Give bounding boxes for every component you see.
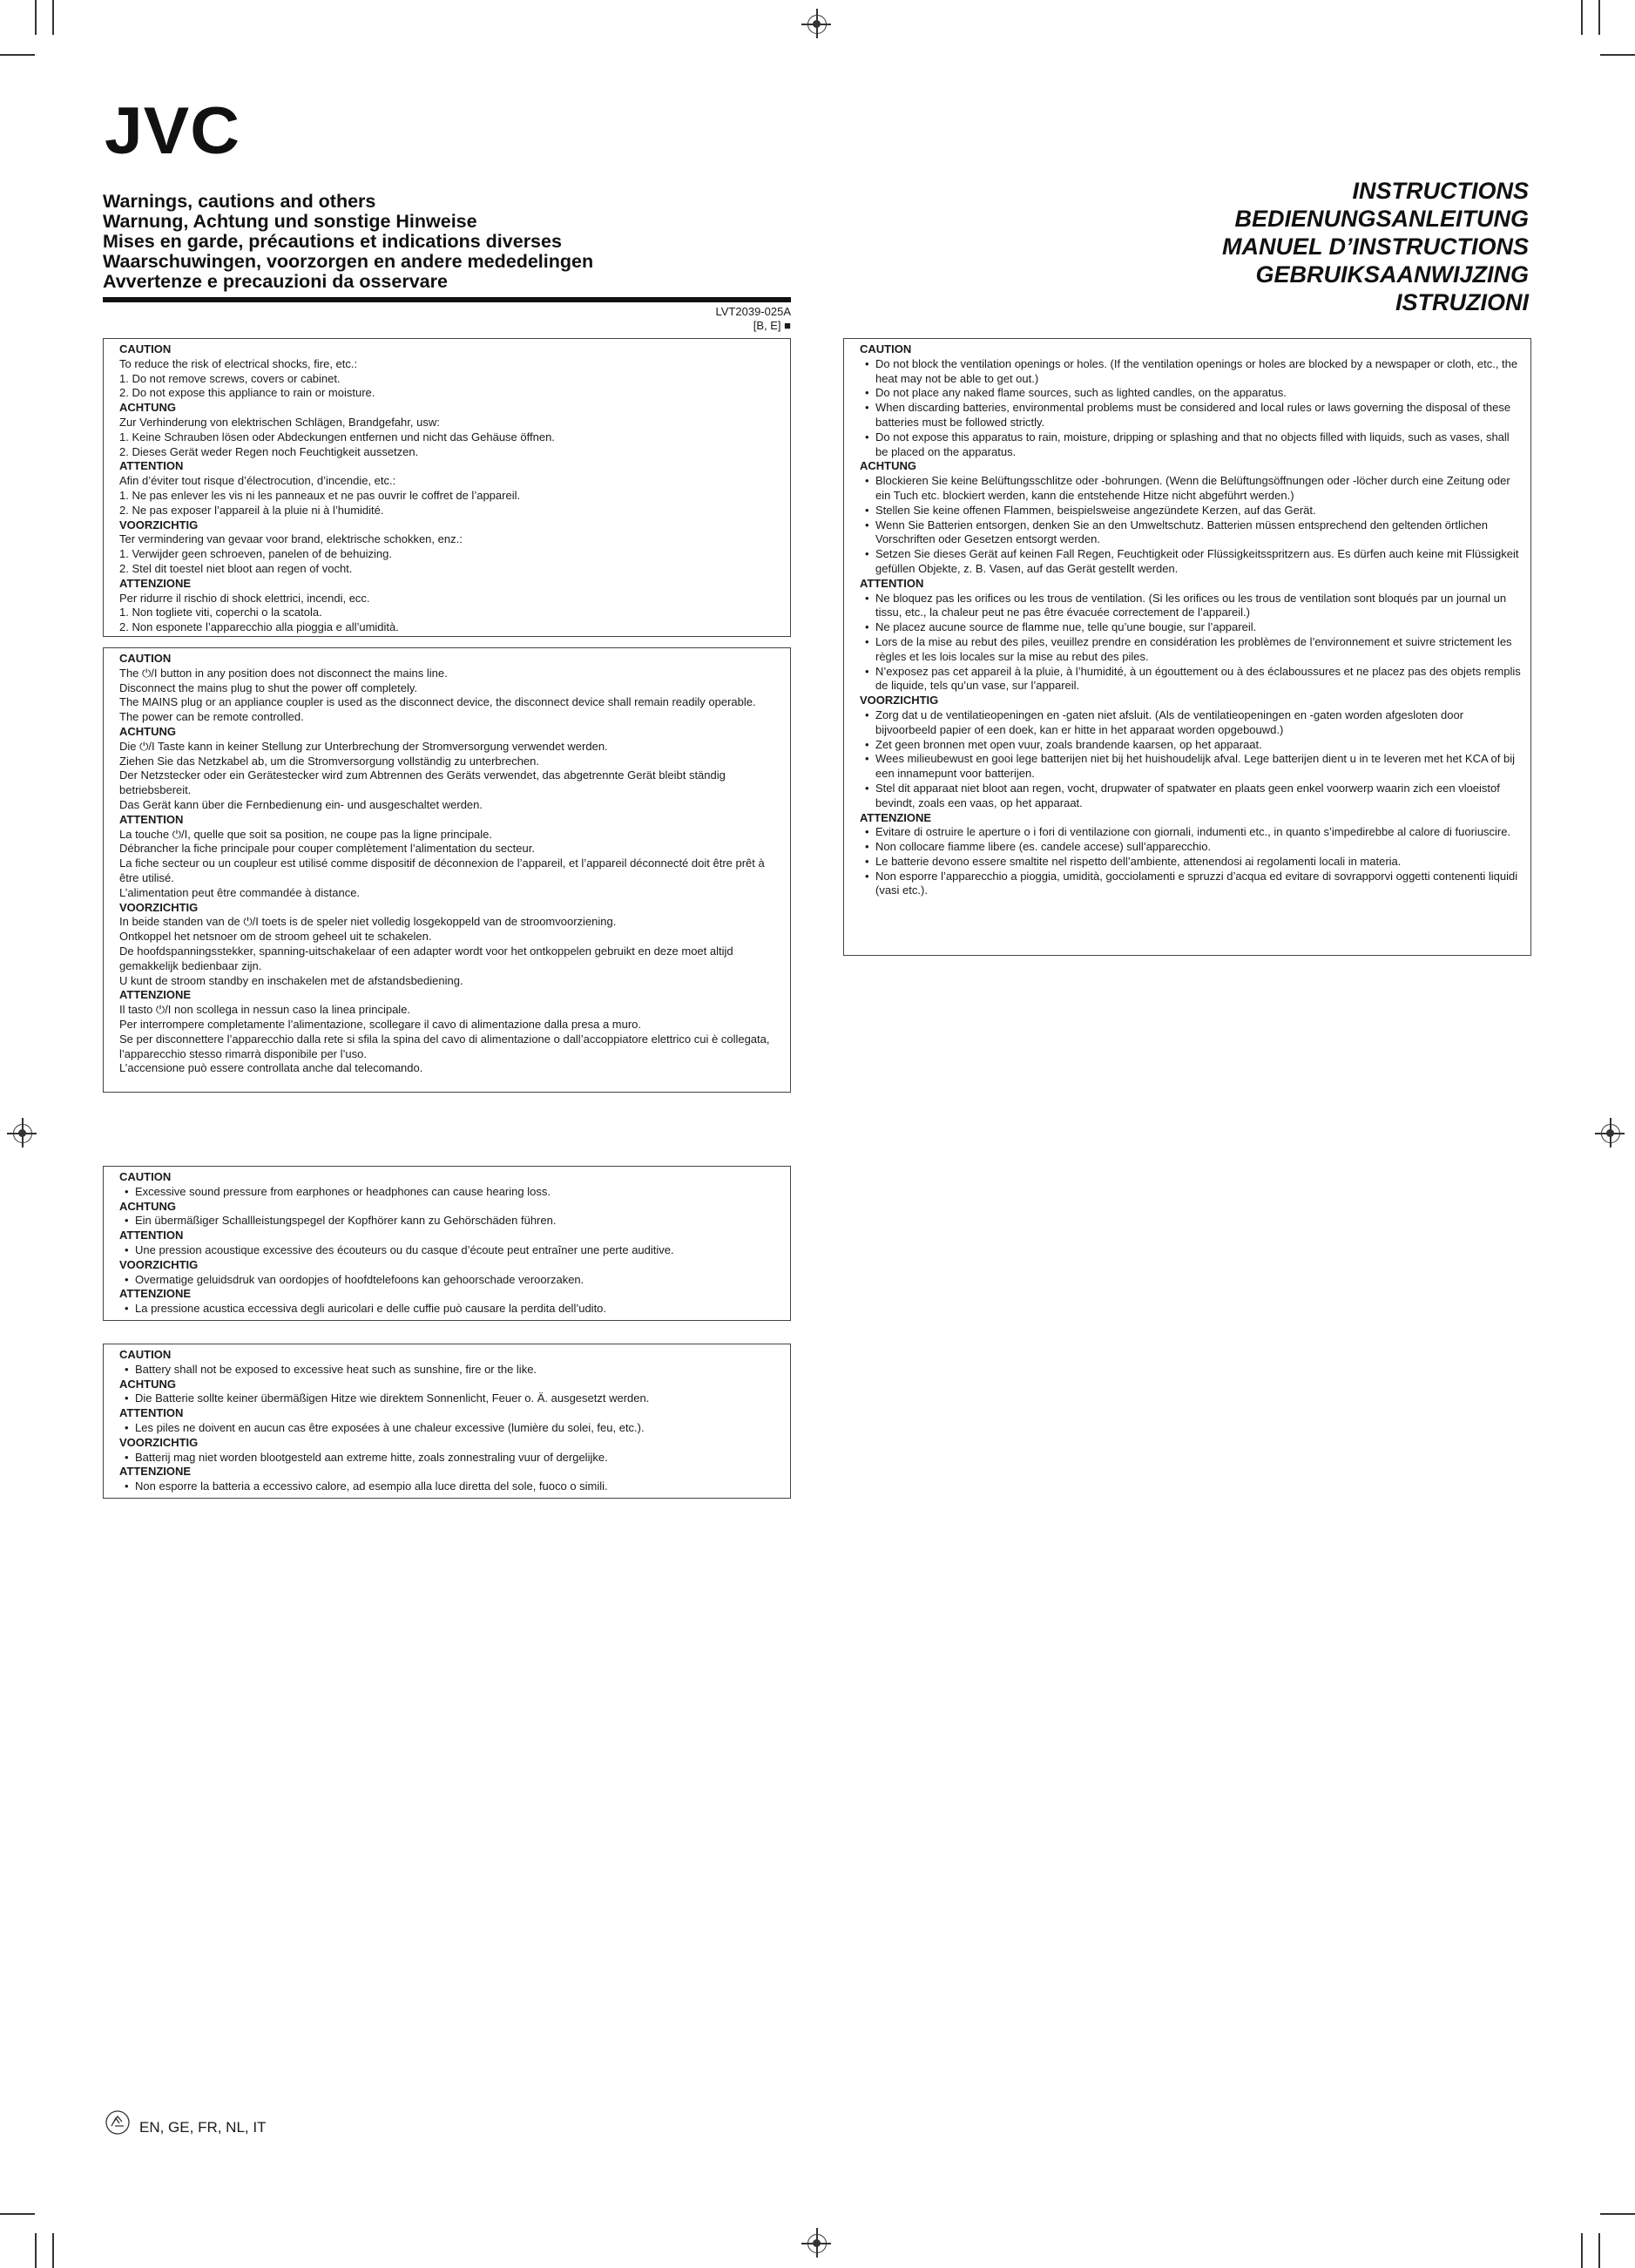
paragraph-line: To reduce the risk of electrical shocks, fire, etc.: [119,356,358,370]
crop-mark [1600,54,1635,56]
caution-box-power-button [103,647,791,1093]
paragraph-line: 2. Non esponete l’apparecchio alla pioggia e all’umidità. [119,620,399,634]
bullet-item: • Stellen Sie keine offenen Flammen, beispielsweise angezündete Kerzen, auf das Gerät. [860,504,1522,518]
bullet-item: • Evitare di ostruire le aperture o i fori di ventilazione con giornali, indumenti etc., in quanto s’impedirebbe al calore di fuoriuscire. [860,825,1522,840]
paragraph-line: The MAINS plug or an appliance coupler is used as the disconnect device, the disconnect device shall remain readily operable. [119,695,756,709]
footer-languages: EN, GE, FR, NL, IT [139,2119,267,2136]
registration-mark-icon [13,1124,32,1143]
section-heading: CAUTION [860,342,912,355]
paragraph-line: Il tasto ⏻/I non scollega in nessun caso la linea principale. [119,1003,411,1017]
crop-mark [0,2213,35,2215]
section-heading: ATTENTION [860,576,924,590]
section-heading: VOORZICHTIG [119,518,199,531]
recycle-paper-icon [105,2109,131,2136]
paragraph-line: Débrancher la fiche principale pour couper complètement l’alimentation du secteur. [119,842,535,856]
caution-box-battery-heat [103,1344,791,1499]
paragraph-line: De hoofdspanningsstekker, spanning-uitschakelaar of een adapter wordt voor het ontkoppelen gebruikt en deze moet altijd gemakkelijk bedienbaar zijn. [119,944,733,972]
crop-mark [1598,2233,1600,2268]
bullet-item: • Les piles ne doivent en aucun cas être exposées à une chaleur excessive (lumière du solei, feu, etc.). [119,1421,781,1436]
section-heading: ACHTUNG [119,401,176,415]
bullet-item: • Do not place any naked flame sources, such as lighted candles, on the apparatus. [860,386,1522,401]
paragraph-line: The power can be remote controlled. [119,710,304,724]
bullet-item: • Non esporre l’apparecchio a pioggia, umidità, gocciolamenti e spruzzi d’acqua ed evitare di sovrapporvi oggetti contenenti liquidi (vasi etc.). [860,870,1522,899]
section-heading: ACHTUNG [119,724,176,738]
bullet-item: • Overmatige geluidsdruk van oordopjes of hoofdtelefoons kan gehoorschade veroorzaken. [119,1273,781,1288]
crop-mark [0,54,35,56]
instructions-title: ISTRUZIONI [1395,289,1529,315]
paragraph-line: 1. Keine Schrauben lösen oder Abdeckungen entfernen und nicht das Gehäuse öffnen. [119,430,555,443]
section-heading: ACHTUNG [119,1377,176,1391]
section-heading: CAUTION [119,1348,172,1361]
paragraph-line: 2. Do not expose this appliance to rain or moisture. [119,386,375,400]
bullet-item: • Ne bloquez pas les orifices ou les trous de ventilation. (Si les orifices ou les trous de ventilation sont bloqués par un journal un tissu, etc., la chaleur peut ne pas être évacuée correctement de l’appareil.) [860,592,1522,621]
paragraph-line: 1. Non togliete viti, coperchi o la scatola. [119,606,322,619]
region-code: [B, E] ■ [753,319,791,332]
paragraph-line: 1. Ne pas enlever les vis ni les panneaux et ne pas ouvrir le coffret de l’appareil. [119,488,521,502]
doc-code: LVT2039-025A [715,305,791,318]
section-heading: ATTENTION [119,1406,184,1420]
warnings-titles [103,192,791,292]
caution-box-sound-pressure [103,1166,791,1321]
section-heading: CAUTION [119,342,172,355]
bullet-item: • Do not block the ventilation openings or holes. (If the ventilation openings or holes are blocked by a newspaper or cloth, etc., the heat may not be able to get out.) [860,357,1522,387]
paragraph-line: 2. Stel dit toestel niet bloot aan regen of vocht. [119,561,353,575]
paragraph-line: La fiche secteur ou un coupleur est utilisé comme dispositif de déconnexion de l’appareil, et l’appareil déconnecté doit être prêt à être utilisé. [119,856,765,884]
bullet-item: • When discarding batteries, environmental problems must be considered and local rules or laws governing the disposal of these batteries must be followed strictly. [860,401,1522,430]
crop-mark [1581,2233,1583,2268]
crop-mark [52,0,54,35]
crop-mark [1600,2213,1635,2215]
crop-mark [1598,0,1600,35]
section-heading: VOORZICHTIG [119,1435,199,1449]
warnings-title: Mises en garde, précautions et indications diverses [103,231,562,252]
logo-text: JVC [105,103,240,157]
bullet-item: • Stel dit apparaat niet bloot aan regen, vocht, drupwater of spatwater en plaats geen enkel voorwerp waarin zich een vloeistof bevindt, zoals een vaas, op het apparaat. [860,782,1522,811]
paragraph-line: Per interrompere completamente l’alimentazione, scollegare il cavo di alimentazione dalla presa a muro. [119,1017,642,1031]
caution-box-electrical-shock [103,338,791,637]
crop-mark [1581,0,1583,35]
bullet-item: • Wees milieubewust en gooi lege batterijen niet bij het huishoudelijk afval. Lege batterijen dient u in te leveren met het KCA of bij een innamepunt voor batterijen. [860,752,1522,782]
paragraph-line: Per ridurre il rischio di shock elettrici, incendi, ecc. [119,591,370,605]
bullet-item: • Blockieren Sie keine Belüftungsschlitze oder -bohrungen. (Wenn die Belüftungsöffnungen oder -löcher durch eine Zeitung oder ein Tuch etc. blockiert werden, kann die entstehende Hitze nicht abgeführt werden.) [860,474,1522,504]
crop-mark [52,2233,54,2268]
bullet-item: • Die Batterie sollte keiner übermäßigen Hitze wie direktem Sonnenlicht, Feuer o. Ä. ausgesetzt werden. [119,1391,781,1406]
paragraph-line: Ziehen Sie das Netzkabel ab, um die Stromversorgung vollständig zu unterbrechen. [119,754,539,768]
paragraph-line: 2. Dieses Gerät weder Regen noch Feuchtigkeit aussetzen. [119,444,419,458]
section-heading: ATTENTION [119,1229,184,1242]
paragraph-line: Zur Verhinderung von elektrischen Schlägen, Brandgefahr, usw: [119,415,440,429]
bullet-item: • Setzen Sie dieses Gerät auf keinen Fall Regen, Feuchtigkeit oder Flüssigkeitsspritzern aus. Es dürfen auch keine mit Flüssigkeit gefüllen Objekte, z. B. Vasen, auf das Gerät gestellt werden. [860,547,1522,577]
section-heading: ATTENZIONE [119,988,192,1002]
section-heading: ACHTUNG [860,459,916,473]
section-heading: ATTENTION [119,812,184,826]
paragraph-line: Der Netzstecker oder ein Gerätestecker wird zum Abtrennen des Geräts verwendet, das abgetrennte Gerät bleibt ständig betriebsbereit. [119,768,726,797]
bullet-item: • Do not expose this apparatus to rain, moisture, dripping or splashing and that no objects filled with liquids, such as vases, shall be placed on the apparatus. [860,430,1522,460]
jvc-logo [103,103,242,157]
paragraph-line: 1. Do not remove screws, covers or cabinet. [119,371,341,385]
warnings-title: Avvertenze e precauzioni da osservare [103,271,448,292]
bullet-item: • Non esporre la batteria a eccessivo calore, ad esempio alla luce diretta del sole, fuoco o simili. [119,1479,781,1494]
warnings-title: Warnung, Achtung und sonstige Hinweise [103,211,477,232]
registration-mark-icon [1601,1124,1620,1143]
warnings-title: Waarschuwingen, voorzorgen en andere mededelingen [103,251,594,272]
paragraph-line: 1. Verwijder geen schroeven, panelen of de behuizing. [119,547,392,561]
paragraph-line: Das Gerät kann über die Fernbedienung ein- und ausgeschaltet werden. [119,797,483,811]
instructions-title: INSTRUCTIONS [1352,178,1529,204]
bullet-item: • Ein übermäßiger Schallleistungspegel der Kopfhörer kann zu Gehörschäden führen. [119,1214,781,1229]
section-heading: ATTENTION [119,459,184,473]
bullet-item: • Non collocare fiamme libere (es. candele accese) sull’apparecchio. [860,840,1522,855]
section-heading: ATTENZIONE [119,576,192,590]
bullet-item: • Zorg dat u de ventilatieopeningen en -gaten niet afsluit. (Als de ventilatieopeningen en -gaten worden afgesloten door bijvoorbeeld papier of een doek, kan er hitte in het apparaat worden opgebouwd.) [860,708,1522,738]
document-code [610,305,791,333]
bullet-item: • Excessive sound pressure from earphones or headphones can cause hearing loss. [119,1185,781,1200]
bullet-item: • Batterij mag niet worden blootgesteld aan extreme hitte, zoals zonnestraling vuur of dergelijke. [119,1451,781,1466]
section-heading: VOORZICHTIG [119,900,199,914]
section-heading: CAUTION [119,1170,172,1183]
bullet-item: • Une pression acoustique excessive des écouteurs ou du casque d’écoute peut entraîner une perte auditive. [119,1243,781,1258]
title-rule [103,297,791,302]
paragraph-line: In beide standen van de ⏻/I toets is de speler niet volledig losgekoppeld van de stroomvoorziening. [119,915,617,929]
bullet-item: • Ne placez aucune source de flamme nue, telle qu’une bougie, sur l’appareil. [860,620,1522,635]
bullet-item: • Le batterie devono essere smaltite nel rispetto dell’ambiente, attenendosi ai regolamenti locali in materia. [860,855,1522,870]
instructions-titles [1045,177,1529,316]
section-heading: VOORZICHTIG [860,694,939,707]
bullet-item: • La pressione acustica eccessiva degli auricolari e delle cuffie può causare la perdita dell’udito. [119,1302,781,1317]
paragraph-line: Se per disconnettere l’apparecchio dalla rete si sfila la spina del cavo di alimentazione o dall’accoppiatore elettrico cui è collegata, l’apparecchio stesso rimarrà disponibile per l’uso. [119,1032,770,1060]
crop-mark [35,0,37,35]
section-heading: CAUTION [119,652,172,665]
bullet-item: • Zet geen bronnen met open vuur, zoals brandende kaarsen, op het apparaat. [860,738,1522,753]
paragraph-line: Ontkoppel het netsnoer om de stroom geheel uit te schakelen. [119,930,432,944]
registration-mark-icon [807,15,827,34]
paragraph-line: Disconnect the mains plug to shut the power off completely. [119,680,418,694]
crop-mark [35,2233,37,2268]
paragraph-line: Ter vermindering van gevaar voor brand, elektrische schokken, enz.: [119,532,463,546]
paragraph-line: Afin d’éviter tout risque d’électrocution, d’incendie, etc.: [119,474,396,488]
paragraph-line: The ⏻/I button in any position does not disconnect the mains line. [119,666,448,680]
bullet-item: • Lors de la mise au rebut des piles, veuillez prendre en considération les problèmes de l’environnement et suivre strictement les règles et les lois locales sur la mise au rebut des piles. [860,635,1522,665]
bullet-item: • Battery shall not be exposed to excessive heat such as sunshine, fire or the like. [119,1363,781,1378]
instructions-title: GEBRUIKSAANWIJZING [1255,261,1529,288]
instructions-title: BEDIENUNGSANLEITUNG [1234,206,1529,232]
bullet-item: • N’exposez pas cet appareil à la pluie, à l’humidité, à un égouttement ou à des éclaboussures et ne placez pas des objets remplis de liquide, tels qu’un vase, sur l’appareil. [860,665,1522,694]
paragraph-line: U kunt de stroom standby en inschakelen met de afstandsbediening. [119,973,463,987]
paragraph-line: La touche ⏻/I, quelle que soit sa position, ne coupe pas la ligne principale. [119,827,493,841]
caution-box-ventilation [843,338,1531,956]
paragraph-line: L’accensione può essere controllata anche dal telecomando. [119,1061,423,1075]
section-heading: ATTENZIONE [119,1465,192,1479]
section-heading: VOORZICHTIG [119,1257,199,1271]
section-heading: ACHTUNG [119,1199,176,1213]
warnings-title: Warnings, cautions and others [103,191,376,212]
bullet-item: • Wenn Sie Batterien entsorgen, denken Sie an den Umweltschutz. Batterien müssen entsprechend den geltenden örtlichen Vorschriften oder Gesetzen entsorgt werden. [860,518,1522,548]
registration-mark-icon [807,2234,827,2253]
instructions-title: MANUEL D’INSTRUCTIONS [1221,234,1529,260]
section-heading: ATTENZIONE [860,810,932,824]
paragraph-line: Die ⏻/I Taste kann in keiner Stellung zur Unterbrechung der Stromversorgung verwendet werden. [119,739,608,753]
paragraph-line: 2. Ne pas exposer l’appareil à la pluie ni à l’humidité. [119,503,384,517]
paragraph-line: L’alimentation peut être commandée à distance. [119,885,361,899]
section-heading: ATTENZIONE [119,1287,192,1301]
